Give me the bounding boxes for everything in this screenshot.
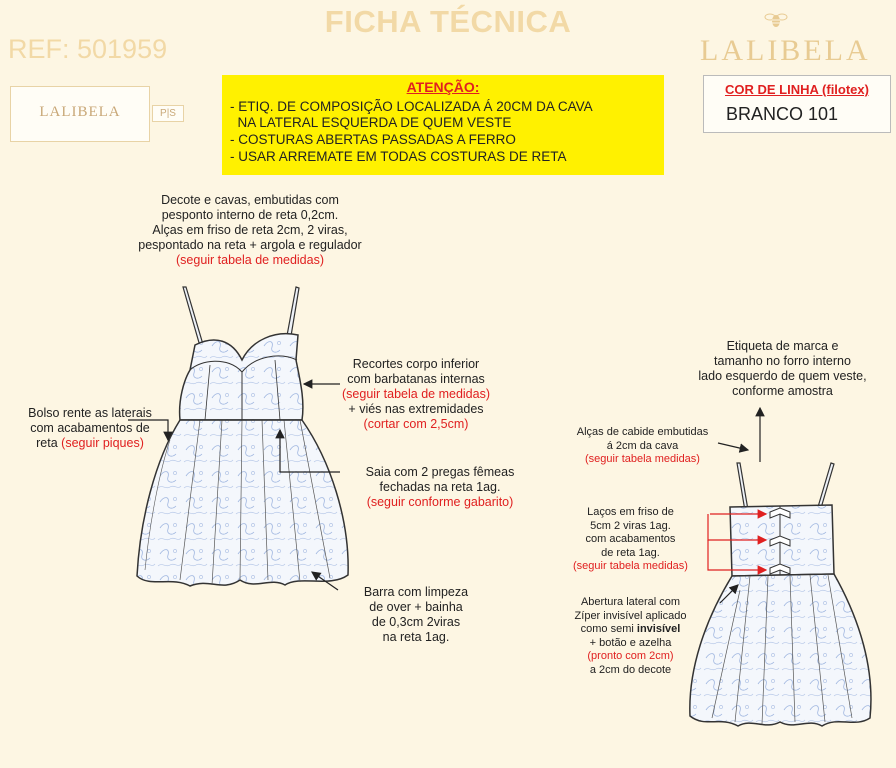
note-line: á 2cm da cava <box>606 439 679 452</box>
note-line: na reta 1ag. <box>382 630 450 644</box>
note-line: Recortes corpo inferior <box>352 357 480 371</box>
attention-line: - COSTURAS ABERTAS PASSADAS A FERRO <box>230 132 516 147</box>
note-red: (seguir tabela de medidas) <box>176 253 324 267</box>
note-zipper <box>558 596 703 677</box>
note-red: (cortar com 2,5cm) <box>363 417 469 431</box>
note-hanger-straps <box>560 426 725 467</box>
note-line: pespontado na reta + argola e regulador <box>138 238 362 252</box>
note-line: Etiqueta de marca e <box>726 339 839 353</box>
brand-logo: LALIBELA <box>700 34 871 67</box>
dress-back-illustration <box>690 463 871 726</box>
note-line: reta <box>36 436 58 450</box>
note-line: fechadas na reta 1ag. <box>379 480 501 494</box>
note-line: Saia com 2 pregas fêmeas <box>365 465 515 479</box>
attention-line: - USAR ARREMATE EM TODAS COSTURAS DE RETA <box>230 149 567 164</box>
note-neckline <box>110 193 390 268</box>
note-red: (pronto com 2cm) <box>587 650 674 662</box>
note-bold: invisível <box>636 623 681 635</box>
note-skirt <box>340 465 540 510</box>
note-line: com acabamentos de <box>30 421 150 435</box>
page-title: FICHA TÉCNICA <box>324 4 572 39</box>
note-line: Alças de cabide embutidas <box>576 426 709 438</box>
note-line: de 0,3cm 2viras <box>371 615 461 629</box>
note-red: (seguir tabela medidas) <box>573 560 688 572</box>
note-line: Zíper invisível aplicado <box>574 609 687 622</box>
note-line: de reta 1ag. <box>601 546 660 559</box>
note-line: + viés nas extremidades <box>348 402 484 416</box>
note-brand-label <box>680 339 885 399</box>
attention-line: - ETIQ. DE COMPOSIÇÃO LOCALIZADA Á 20CM DA CAVA <box>230 99 593 114</box>
note-red: (seguir tabela de medidas) <box>342 387 490 401</box>
note-line: Bolso rente as laterais <box>28 406 152 420</box>
note-line: Abertura lateral com <box>580 596 681 608</box>
thread-color-value: BRANCO 101 <box>726 104 839 124</box>
note-pocket <box>10 406 170 451</box>
note-line: Alças em friso de reta 2cm, 2 viras, <box>152 223 348 237</box>
note-line: como semi <box>580 623 637 635</box>
label-tag-brand: LALIBELA <box>39 104 121 120</box>
note-red: (seguir conforme gabarito) <box>366 495 514 509</box>
note-line: 5cm 2 viras 1ag. <box>590 519 671 532</box>
note-hem <box>348 585 484 645</box>
attention-line: NA LATERAL ESQUERDA DE QUEM VESTE <box>230 115 512 130</box>
label-tag-code: P|S <box>152 105 184 122</box>
note-line: tamanho no forro interno <box>714 354 851 368</box>
note-line: lado esquerdo de quem veste, <box>698 369 867 383</box>
note-line: com barbatanas internas <box>347 372 485 386</box>
reference-code: REF: 501959 <box>8 34 168 64</box>
note-line: pesponto interno de reta 0,2cm. <box>161 208 339 222</box>
note-bodice <box>325 357 507 432</box>
note-line: Barra com limpeza <box>363 585 469 599</box>
note-bows <box>558 506 703 574</box>
note-line: conforme amostra <box>732 384 833 398</box>
note-red: (seguir piques) <box>61 436 144 450</box>
note-line: a 2cm do decote <box>589 663 672 676</box>
note-line: + botão e azelha <box>589 636 672 649</box>
note-line: Decote e cavas, embutidas com <box>161 193 339 207</box>
note-red: (seguir tabela medidas) <box>585 453 700 465</box>
attention-heading: ATENÇÃO: <box>406 79 480 95</box>
thread-color-heading: COR DE LINHA (filotex) <box>725 82 869 97</box>
note-line: Laços em friso de <box>587 506 674 518</box>
note-line: de over + bainha <box>369 600 463 614</box>
note-line: com acabamentos <box>585 533 676 545</box>
